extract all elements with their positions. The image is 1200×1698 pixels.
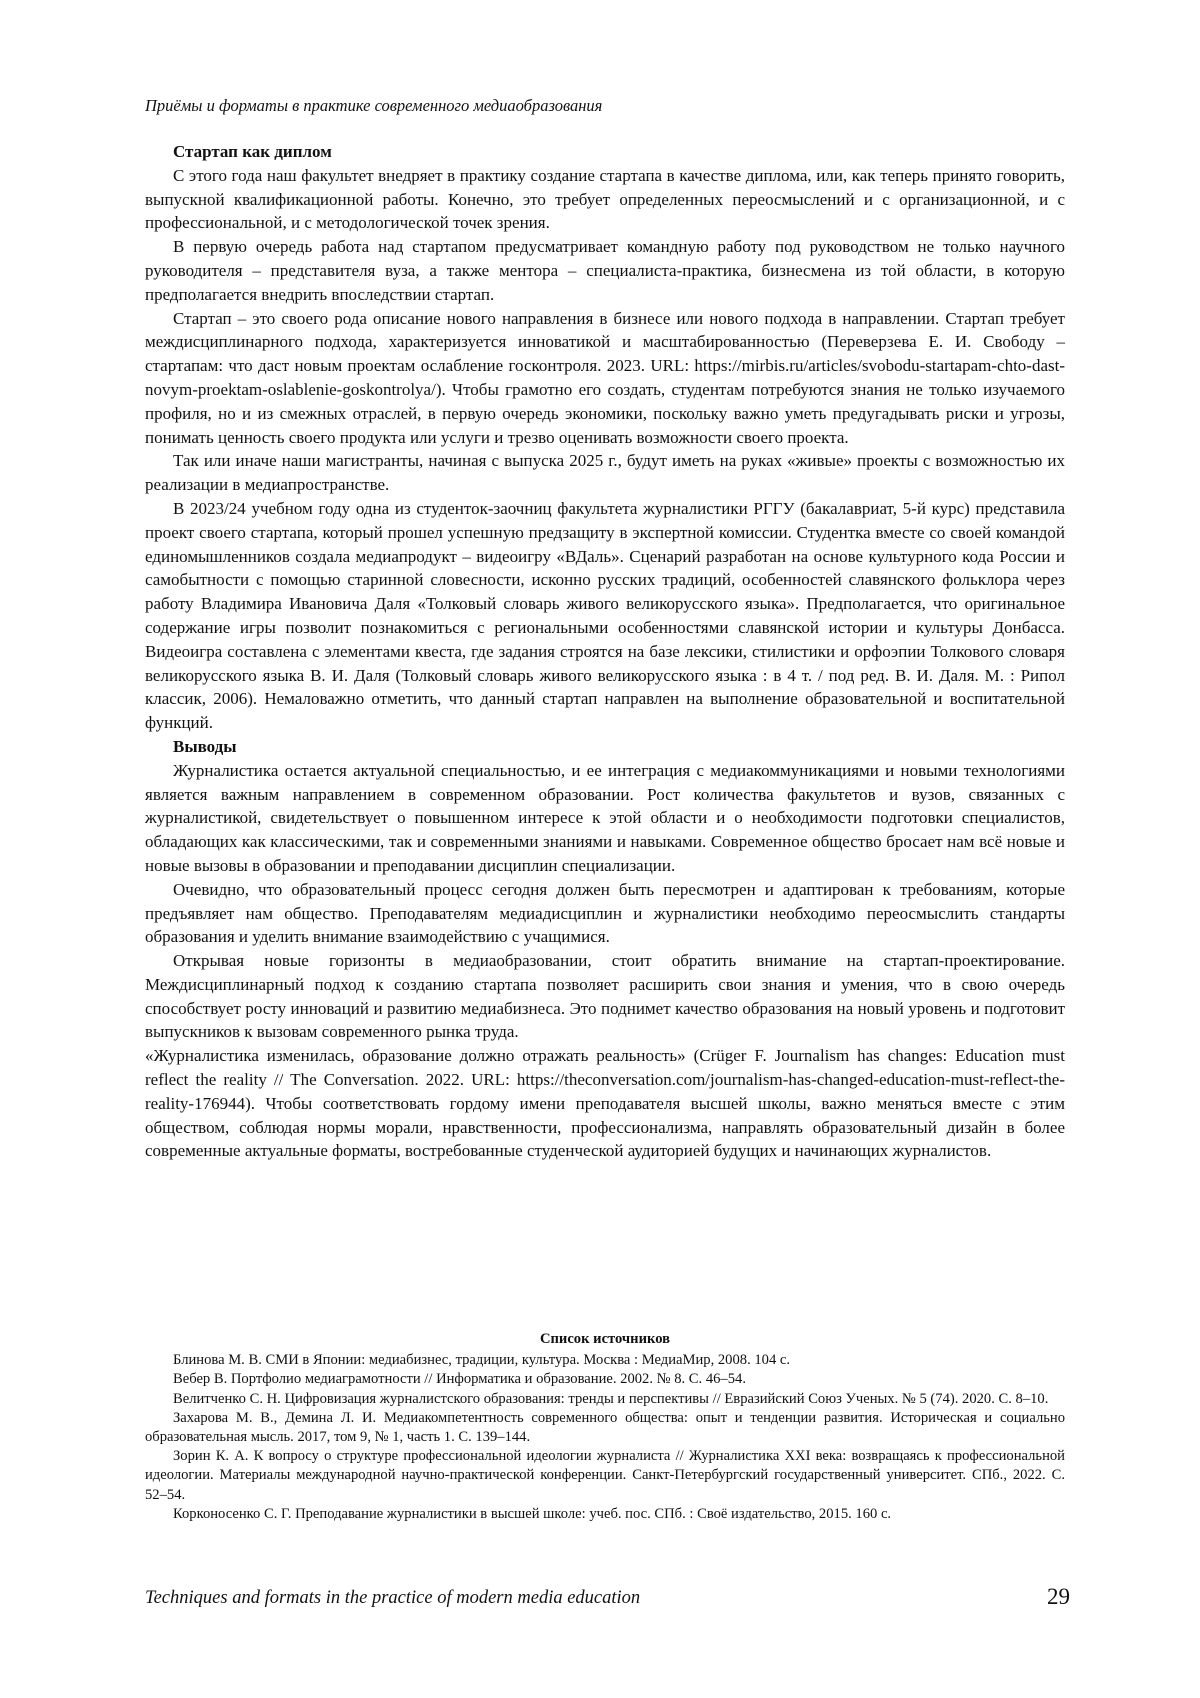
running-head: Приёмы и форматы в практике современного медиаобразования	[145, 96, 603, 115]
reference-item: Блинова М. В. СМИ в Японии: медиабизнес, традиции, культура. Москва : МедиаМир, 2008. 104 с.	[173, 1352, 791, 1369]
section-heading-startup: Стартап как диплом	[173, 142, 332, 161]
paragraph: Журналистика остается актуальной специальностью, и ее интеграция с медиакоммуникациями и новыми технологиями является важным направлением в современном образовании. Рост количества факультетов и вузов, связанных с журналистикой, свидетельствует о повышенном интересе к этой области и о необходимости подготовки специалистов, обладающих как классическими, так и современными знаниями и навыками. Современное общество бросает нам всё новые и новые вызовы в образовании и преподавании дисциплин специализации.	[145, 760, 1065, 875]
reference-item: Зорин К. А. К вопросу о структуре профессиональной идеологии журналиста // Журналистика XXI века: возвращаясь к профессиональной идеологии. Материалы международной научно-практической конференции. Санкт-Петербургский государственный университет. СПб., 2022. С. 52–54.	[145, 1448, 1065, 1503]
paragraph: В первую очередь работа над стартапом предусматривает командную работу под руководством не только научного руководителя – представителя вуза, а также ментора – специалиста-практика, бизнесмена из той области, в которую предполагается внедрить впоследствии стартап.	[145, 237, 1065, 304]
section-heading-conclusions: Выводы	[173, 736, 237, 756]
article-body	[145, 140, 1065, 1163]
reference-item: Велитченко С. Н. Цифровизация журналистского образования: тренды и перспективы // Евразийский Союз Ученых. № 5 (74). 2020. С. 8–10.	[173, 1390, 1049, 1407]
paragraph: С этого года наш факультет внедряет в практику создание стартапа в качестве диплома, или, как теперь принято говорить, выпускной квалификационной работы. Конечно, это требует определенных переосмыслений и с организационной, и с профессиональной, и с методологической точек зрения.	[145, 165, 1065, 233]
paragraph: Так или иначе наши магистранты, начиная с выпуска 2025 г., будут иметь на руках «живые» проекты с возможностью их реализации в медиапространстве.	[145, 451, 1065, 495]
references-heading: Список источников	[539, 1331, 671, 1347]
reference-item: Захарова М. В., Демина Л. И. Медиакомпетентность современного общества: опыт и тенденции развития. Историческая и социально образовательная мысль. 2017, том 9, № 1, часть 1. С. 139–144.	[145, 1409, 1065, 1446]
reference-item: Корконосенко С. Г. Преподавание журналистики в высшей школе: учеб. пос. СПб. : Своё издательство, 2015. 160 с.	[173, 1505, 892, 1522]
paragraph: Стартап – это своего рода описание нового направления в бизнесе или нового подхода в направлении. Стартап требует междисциплинарного подхода, характеризуется инноватикой и масштабированностью (Переверзева Е. И. Свободу – стартапам: что даст новым проектам ослабление госконтроля. 2023. URL: https://mirbis.ru/articles/svobodu-startapam-chto-dast-novym-proektam-oslablenie-goskontrolya/). Чтобы грамотно его создать, студентам потребуются знания не только изучаемого профиля, но и из смежных отраслей, в первую очередь экономики, поскольку важно уметь предугадывать риски и угрозы, понимать ценность своего продукта или услуги и трезво оценивать возможности своего проекта.	[145, 308, 1065, 447]
page-number: 29	[1047, 1584, 1070, 1609]
paragraph: Открывая новые горизонты в медиаобразовании, стоит обратить внимание на стартап-проектирование. Междисциплинарный подход к созданию стартапа позволяет расширить свои знания и умения, что в свою очередь способствует росту инноваций и развитию медиабизнеса. Это поднимет качество образования на новый уровень и подготовит выпускников к вызовам современного рынка труда.	[145, 951, 1065, 1042]
reference-item: Вебер В. Портфолио медиаграмотности // Информатика и образование. 2002. № 8. С. 46–54.	[173, 1371, 746, 1388]
footer-title: Techniques and formats in the practice of modern media education	[145, 1588, 641, 1608]
paragraph: Очевидно, что образовательный процесс сегодня должен быть пересмотрен и адаптирован к требованиям, которые предъявляет нам общество. Преподавателям медиадисциплин и журналистики необходимо переосмыслить стандарты образования и уделить внимание взаимодействию с учащимися.	[145, 879, 1065, 947]
paragraph: В 2023/24 учебном году одна из студенток-заочниц факультета журналистики РГГУ (бакалавриат, 5-й курс) представила проект своего стартапа, который прошел успешную предзащиту в экспертной комиссии. Студентка вместе со своей командой единомышленников создала медиапродукт – видеоигру «ВДаль». Сценарий разработан на основе культурного кода России и самобытности с помощью старинной словесности, исконно русских традиций, особенностей славянского фольклора через работу Владимира Ивановича Даля «Толковый словарь живого великорусского языка». Предполагается, что оригинальное содержание игры позволит познакомиться с региональными особенностями славянской истории и культуры Донбасса. Видеоигра составлена с элементами квеста, где задания строятся на базе лексики, стилистики и орфоэпии Толкового словаря великорусского языка В. И. Даля (Толковый словарь живого великорусского языка : в 4 т. / под ред. В. И. Даля. М. : Рипол классик, 2006). Немаловажно отметить, что данный стартап направлен на выполнение образовательной и воспитательной функций.	[145, 498, 1065, 733]
paragraph: «Журналистика изменилась, образование должно отражать реальность» (Crüger F. Journalism has changes: Education must reflect the reality // The Conversation. 2022. URL: https://theconversation.com/journalism-has-changed-education-must-reflect-the-reality-176944). Чтобы соответствовать гордому имени преподавателя высшей школы, важно меняться вместе с этим обществом, соблюдая нормы морали, нравственности, профессионализма, направлять образовательный дизайн в более современные актуальные форматы, востребованные студенческой аудиторией будущих и начинающих журналистов.	[145, 1046, 1065, 1161]
references	[145, 1330, 1065, 1524]
